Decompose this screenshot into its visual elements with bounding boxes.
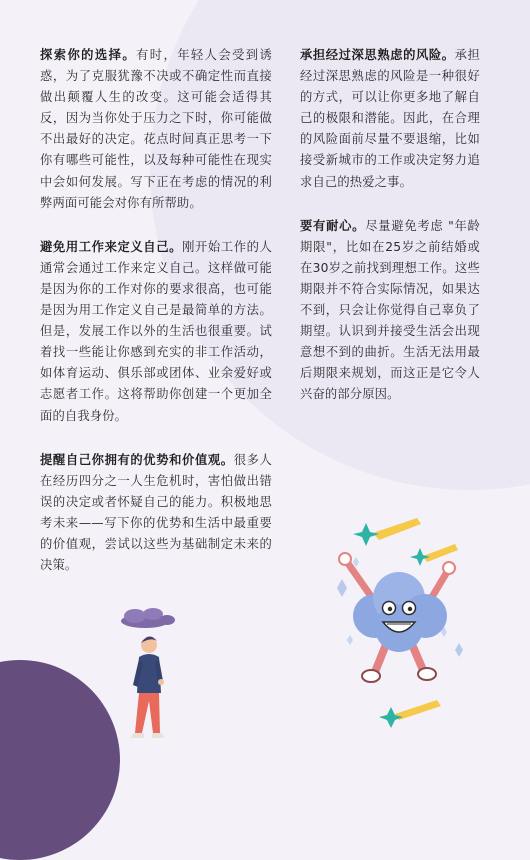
tip-heading: 提醒自己你拥有的优势和价值观。 — [40, 452, 234, 467]
cloud-body-icon — [353, 572, 447, 652]
corner-decoration — [0, 660, 120, 860]
shooting-star-icon — [353, 518, 421, 546]
sparkle-icon — [353, 557, 359, 567]
tip-body: 很多人在经历四分之一人生危机时，害怕做出错误的决定或者怀疑自己的能力。积极地思考未来——写下你的优势和生活中最重要的价值观，尝试以这些为基础制定未来的决策。 — [40, 452, 272, 573]
thought-cloud-icon — [121, 608, 175, 628]
trousers-icon — [135, 693, 160, 733]
tip-work-identity — [40, 237, 272, 427]
left-column — [40, 45, 272, 599]
shooting-star-icon — [379, 700, 441, 728]
tip-heading: 避免用工作来定义自己。 — [40, 239, 183, 254]
sparkle-icon — [337, 579, 347, 597]
tip-strengths-values — [40, 450, 272, 577]
right-column — [300, 45, 480, 429]
tip-explore-options — [40, 45, 272, 214]
tip-heading: 承担经过深思熟虑的风险。 — [300, 48, 455, 62]
tip-be-patient — [300, 216, 480, 406]
sparkle-icon — [455, 643, 463, 657]
tip-body: 刚开始工作的人通常会通过工作来定义自己。这样做可能是因为你的工作对你的要求很高，也可能是因为用工作定义自己是最简单的方法。但是，发展工作以外的生活也很重要。试着找一些能让你感到充实的非工作活动，如体育运动、俱乐部或团体、业余爱好或志愿者工作。这将帮助你创建一个更加全面的自我身份。 — [40, 239, 272, 423]
worried-person-illustration — [105, 605, 195, 750]
tip-body: 有时，年轻人会受到诱惑，为了克服犹豫不决或不确定性而直接做出颠覆人生的改变。这可能会适得其反，因为当你处于压力之下时，你可能做不出最好的决定。花点时间真正思考一下你有哪些可能性，以及每种可能性在现实中会如何发展。写下正在考虑的情况的利弊两面可能会对你有所帮助。 — [40, 48, 272, 210]
sparkle-icon — [347, 635, 353, 645]
tip-body: 承担经过深思熟虑的风险是一种很好的方式，可以让你更多地了解自己的极限和潜能。因此，在合理的风险面前尽量不要退缩，比如接受新城市的工作或决定努力追求自己的热爱之事。 — [300, 48, 480, 189]
tip-heading: 要有耐心。 — [300, 218, 366, 233]
tip-body: 尽量避免考虑 "年龄期限"，比如在25岁之前结婚或在30岁之前找到理想工作。这些期限并不符合实际情况，如果达不到，只会让你觉得自己辜负了期望。认识到并接受生活会出现意想不到的曲折。生活无法用最后期限来规划，而这正是它令人兴奋的部分原因。 — [300, 218, 480, 402]
tip-heading: 探索你的选择。 — [40, 48, 137, 62]
happy-cloud-character-illustration — [325, 510, 485, 735]
tip-calculated-risks — [300, 45, 480, 193]
